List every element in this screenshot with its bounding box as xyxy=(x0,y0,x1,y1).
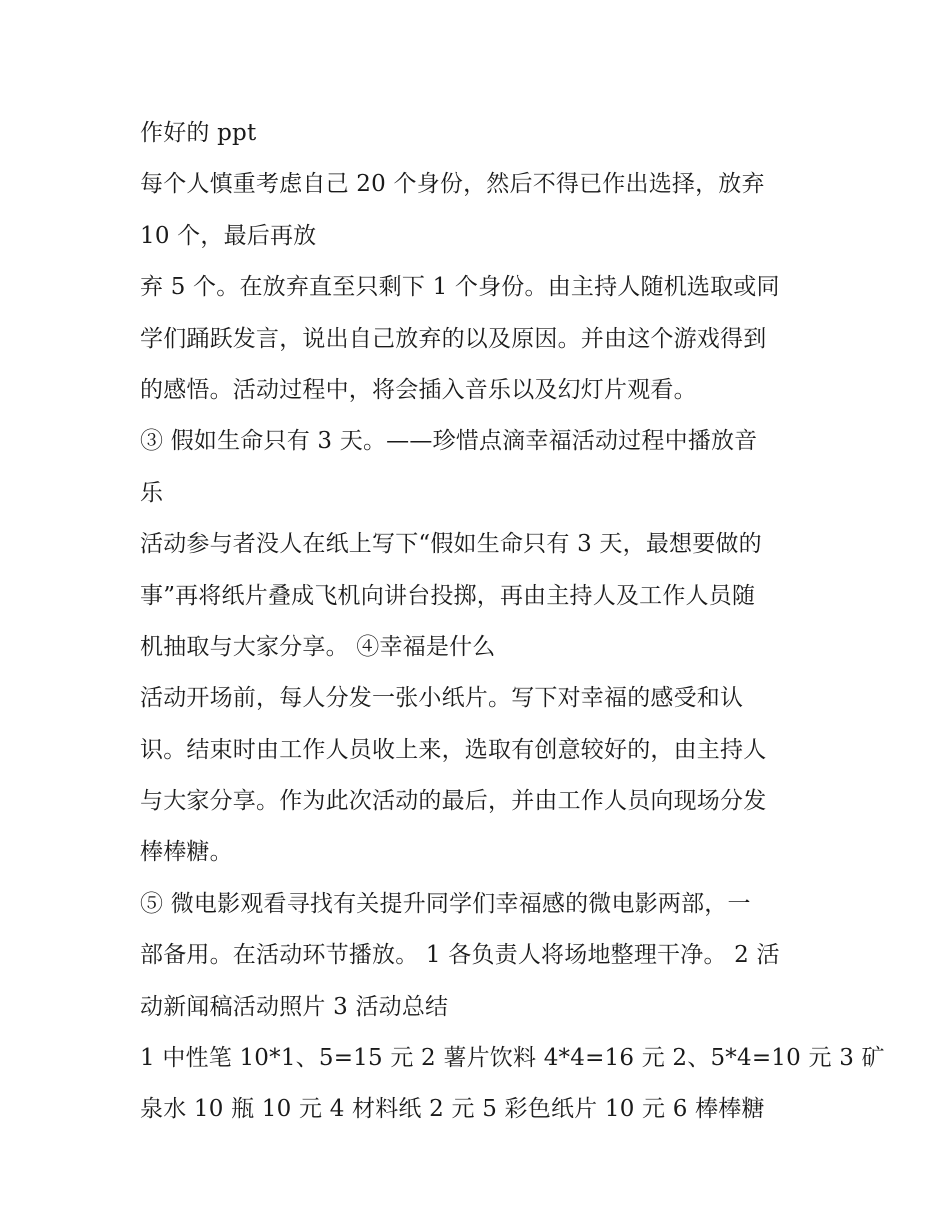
text-line: 乐 xyxy=(140,479,164,506)
text-line: 每个人慎重考虑自己 20 个身份，然后不得已作出选择，放弃 xyxy=(140,171,765,198)
text-line: 弃 5 个。在放弃直至只剩下 1 个身份。由主持人随机选取或同 xyxy=(140,274,780,301)
text-line: 与大家分享。作为此次活动的最后，并由工作人员向现场分发 xyxy=(140,788,767,815)
text-line: 作好的 ppt xyxy=(140,120,257,146)
text-line: 的感悟。活动过程中，将会插入音乐以及幻灯片观看。 xyxy=(140,376,697,403)
text-line: ③ 假如生命只有 3 天。——珍惜点滴幸福活动过程中播放音 xyxy=(140,428,758,455)
text-line: 事”再将纸片叠成飞机向讲台投掷，再由主持人及工作人员随 xyxy=(140,582,756,609)
text-line: 活动开场前，每人分发一张小纸片。写下对幸福的感受和认 xyxy=(140,685,744,712)
document-body xyxy=(140,108,885,1136)
text-line: ⑤ 微电影观看寻找有关提升同学们幸福感的微电影两部，一 xyxy=(140,890,751,917)
text-line: 泉水 10 瓶 10 元 4 材料纸 2 元 5 彩色纸片 10 元 6 棒棒糖 xyxy=(140,1096,765,1123)
text-line: 活动参与者没人在纸上写下“假如生命只有 3 天，最想要做的 xyxy=(140,531,762,558)
text-line: 部备用。在活动环节播放。 1 各负责人将场地整理干净。 2 活 xyxy=(140,942,780,969)
text-line: 棒棒糖。 xyxy=(140,839,233,866)
text-line: 学们踊跃发言，说出自己放弃的以及原因。并由这个游戏得到 xyxy=(140,325,767,352)
text-line: 动新闻稿活动照片 3 活动总结 xyxy=(140,993,449,1020)
text-line: 1 中性笔 10*1、5=15 元 2 薯片饮料 4*4=16 元 2、5*4=10 元 3 矿 xyxy=(140,1045,885,1072)
text-line: 识。结束时由工作人员收上来，选取有创意较好的，由主持人 xyxy=(140,736,767,763)
text-line: 10 个，最后再放 xyxy=(140,222,317,249)
text-line: 机抽取与大家分享。 ④幸福是什么 xyxy=(140,633,496,660)
